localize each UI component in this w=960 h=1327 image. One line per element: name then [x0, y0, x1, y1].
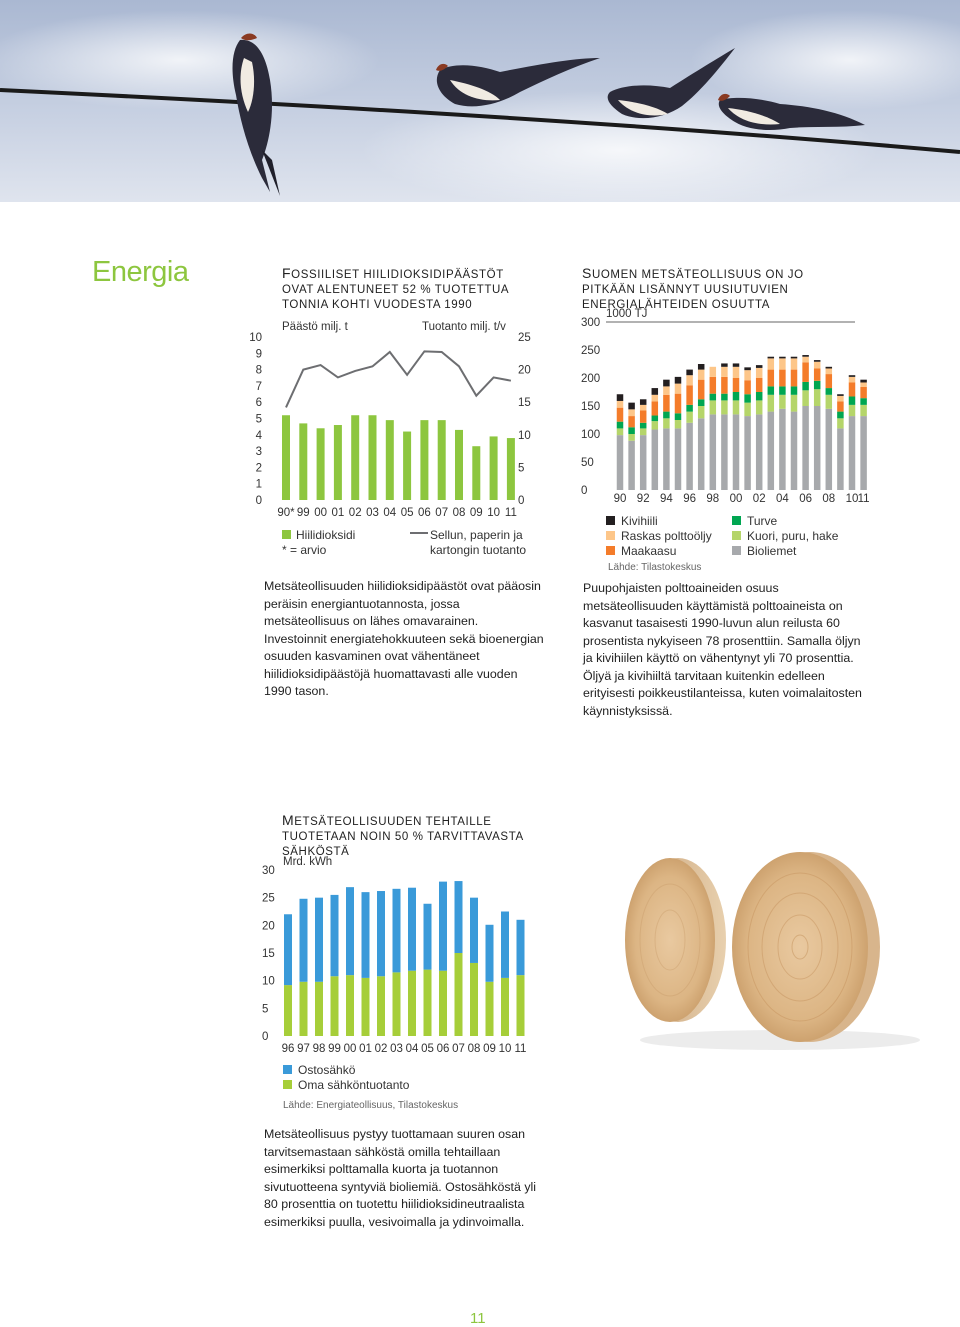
year-tick-label: 06: [436, 1043, 450, 1055]
stack-segment: [814, 362, 821, 369]
electricity-bar-segment: [346, 975, 354, 1036]
y-tick-label: 300: [581, 317, 601, 329]
legend-label: Kuori, puru, hake: [747, 529, 839, 543]
stack-segment: [617, 394, 624, 401]
legend-label: Kivihiili: [621, 514, 658, 528]
stack-segment: [675, 377, 682, 384]
chart2-unit-label: 1000 TJ: [606, 308, 648, 320]
right-tick-label: 20: [518, 364, 531, 377]
stack-segment: [791, 395, 798, 412]
year-tick-label: 98: [706, 493, 720, 505]
co2-bar: [282, 415, 290, 500]
stack-segment: [640, 428, 647, 435]
y-tick-label: 0: [581, 485, 588, 497]
stack-segment: [779, 357, 786, 359]
legend-label: Oma sähköntuotanto: [298, 1078, 410, 1092]
year-tick-label: 10: [845, 493, 859, 505]
year-tick-label: 90*: [277, 507, 295, 519]
electricity-bar-segment: [408, 971, 416, 1036]
stack-segment: [860, 380, 867, 383]
stack-segment: [617, 422, 624, 429]
y-tick-label: 250: [581, 345, 601, 357]
year-tick-label: 02: [348, 507, 362, 519]
year-tick-label: 11: [514, 1043, 527, 1055]
stack-segment: [779, 358, 786, 369]
electricity-bar-segment: [393, 972, 401, 1036]
year-tick-label: 97: [297, 1043, 310, 1055]
stack-segment: [698, 418, 705, 490]
stack-segment: [860, 382, 867, 386]
left-tick-label: 4: [255, 429, 262, 442]
legend-swatch: [606, 516, 615, 525]
electricity-bar-segment: [470, 898, 478, 963]
year-tick-label: 11: [857, 493, 870, 505]
year-tick-label: 03: [366, 507, 379, 519]
stack-segment: [617, 408, 624, 422]
electricity-bar-segment: [377, 891, 385, 976]
stack-segment: [721, 394, 728, 401]
stack-segment: [628, 403, 635, 410]
electricity-bar-segment: [300, 899, 308, 982]
year-tick-label: 99: [296, 507, 310, 519]
stack-segment: [652, 430, 659, 490]
year-tick-label: 08: [452, 507, 466, 519]
y-tick-label: 20: [262, 920, 275, 933]
electricity-bar-segment: [517, 920, 525, 975]
left-tick-label: 0: [255, 495, 262, 507]
stack-segment: [756, 392, 763, 400]
stack-segment: [756, 414, 763, 490]
year-tick-label: 05: [421, 1043, 434, 1055]
stack-segment: [675, 384, 682, 394]
right-tick-label: 0: [518, 495, 525, 507]
legend-label: Maakaasu: [621, 544, 677, 558]
y-tick-label: 25: [262, 892, 275, 905]
stack-segment: [768, 395, 775, 412]
stack-segment: [663, 395, 670, 412]
year-tick-label: 10: [498, 1043, 512, 1055]
chart3-body-text: Metsäteollisuus pystyy tuottamaan suuren osan tarvitsemastaan sähköstä omilla tehtaillaan esimerkiksi polttamalla kuorta ja tuotannon sivutuotteena syntyviä bioliemiä. Ostosähköstä yli 80 prosenttia on tuotettu hiilidioksidineutraalista esimerkiksi puulla, vesivoimalla ja ydinvoimalla.: [264, 1127, 537, 1229]
chart3-unit-label: Mrd. kWh: [283, 856, 333, 868]
co2-bar: [317, 428, 325, 500]
stack-segment: [698, 364, 705, 370]
stack-segment: [860, 387, 867, 398]
stack-segment: [849, 396, 856, 404]
stack-segment: [686, 412, 693, 423]
right-tick-label: 10: [518, 429, 531, 442]
stack-segment: [791, 357, 798, 359]
stack-segment: [628, 434, 635, 441]
stack-segment: [640, 423, 647, 429]
chart3-heading: METSÄTEOLLISUUDEN TEHTAILLE TUOTETAAN NOIN 50 % TARVITTAVASTA SÄHKÖSTÄ: [282, 812, 524, 858]
stack-segment: [640, 399, 647, 405]
stack-segment: [686, 423, 693, 490]
year-tick-label: 96: [683, 493, 696, 505]
stack-segment: [710, 367, 717, 377]
stack-segment: [768, 358, 775, 369]
electricity-bar-segment: [486, 925, 494, 982]
stack-segment: [826, 395, 833, 409]
stack-segment: [675, 428, 682, 490]
stack-segment: [663, 418, 670, 428]
electricity-bar-segment: [424, 970, 432, 1036]
co2-bar: [472, 446, 480, 500]
electricity-bar-segment: [517, 975, 525, 1036]
stack-segment: [663, 428, 670, 490]
legend-swatch: [732, 516, 741, 525]
stack-segment: [779, 386, 786, 394]
stack-segment: [628, 416, 635, 427]
legend-swatch-co2: [282, 530, 291, 539]
y-tick-label: 50: [581, 457, 594, 469]
year-tick-label: 00: [343, 1043, 357, 1055]
electricity-bar-segment: [501, 912, 509, 978]
stack-segment: [849, 382, 856, 396]
y-tick-label: 100: [581, 429, 601, 441]
stack-segment: [768, 357, 775, 359]
stack-segment: [849, 416, 856, 490]
wooden-discs-photo: [600, 835, 960, 1050]
year-tick-label: 08: [822, 493, 836, 505]
year-tick-label: 10: [487, 507, 500, 519]
legend-swatch: [283, 1080, 292, 1089]
stack-segment: [849, 405, 856, 416]
stack-segment: [814, 381, 821, 389]
stack-segment: [744, 370, 751, 380]
stack-segment: [744, 380, 751, 394]
year-tick-label: 02: [752, 493, 766, 505]
co2-bar: [490, 436, 498, 500]
year-tick-label: 02: [374, 1043, 388, 1055]
right-tick-label: 25: [518, 332, 531, 344]
electricity-bar-segment: [377, 976, 385, 1036]
stack-segment: [779, 395, 786, 409]
legend-label: Bioliemet: [747, 544, 797, 558]
left-tick-label: 6: [255, 397, 262, 410]
co2-bar: [386, 420, 394, 500]
stack-segment: [710, 414, 717, 490]
electricity-chart: [250, 850, 550, 1115]
stack-segment: [826, 367, 833, 369]
left-tick-label: 9: [255, 348, 262, 361]
stack-segment: [756, 365, 763, 368]
stack-segment: [814, 360, 821, 362]
stack-segment: [860, 405, 867, 416]
electricity-bar-segment: [331, 976, 339, 1036]
year-tick-label: 99: [328, 1043, 341, 1055]
stack-segment: [733, 414, 740, 490]
stack-segment: [860, 398, 867, 405]
electricity-bar-segment: [300, 982, 308, 1036]
year-tick-label: 01: [359, 1043, 372, 1055]
stack-segment: [698, 370, 705, 380]
y-tick-label: 30: [262, 865, 275, 877]
stack-segment: [640, 405, 647, 411]
year-tick-label: 09: [469, 507, 483, 519]
stack-segment: [628, 409, 635, 416]
left-tick-label: 8: [255, 364, 262, 377]
stack-segment: [768, 412, 775, 490]
year-tick-label: 07: [452, 1043, 465, 1055]
wood-disc-front: [732, 852, 880, 1042]
y-tick-label: 150: [581, 401, 601, 413]
stack-segment: [744, 416, 751, 490]
stack-segment: [837, 418, 844, 428]
stack-segment: [826, 388, 833, 395]
stack-segment: [802, 355, 809, 357]
stack-segment: [756, 378, 763, 392]
stack-segment: [791, 358, 798, 369]
co2-emissions-chart: [250, 315, 540, 565]
year-tick-label: 92: [636, 493, 650, 505]
co2-bar: [507, 438, 515, 500]
co2-bar: [420, 420, 428, 500]
stack-segment: [652, 388, 659, 395]
stack-segment: [640, 410, 647, 422]
legend-label-co2: Hiilidioksidi: [296, 528, 356, 542]
chart1-body-text: Metsäteollisuuden hiilidioksidipäästöt ovat pääosin peräisin energiantuotannosta, jossa metsäteollisuus on lähes omavarainen. Investoinnit energiatehokkuuteen sekä bioenergian osuuden kasvaminen ovat vähentäneet hiilidioksidipäästöjä huomattavasti alle vuoden 1990 tason.: [264, 579, 544, 698]
stack-segment: [791, 412, 798, 490]
year-tick-label: 04: [776, 493, 789, 505]
legend-label: Ostosähkö: [298, 1063, 356, 1077]
energy-sources-chart: [578, 302, 868, 572]
y-tick-label: 5: [262, 1003, 269, 1016]
electricity-bar-segment: [284, 914, 292, 985]
stack-segment: [675, 420, 682, 428]
year-tick-label: 11: [504, 507, 517, 519]
stack-segment: [652, 402, 659, 416]
stack-segment: [768, 386, 775, 394]
legend-swatch: [606, 546, 615, 555]
year-tick-label: 00: [314, 507, 327, 519]
stack-segment: [686, 370, 693, 376]
stack-segment: [826, 409, 833, 490]
stack-segment: [663, 412, 670, 419]
stack-segment: [698, 399, 705, 406]
stack-segment: [768, 370, 775, 387]
electricity-bar-segment: [470, 963, 478, 1036]
year-tick-label: 08: [467, 1043, 481, 1055]
co2-bar: [369, 415, 377, 500]
legend-label: Turve: [747, 514, 778, 528]
co2-bar: [455, 430, 463, 500]
electricity-bar-segment: [284, 985, 292, 1036]
year-tick-label: 01: [331, 507, 345, 519]
legend-swatch: [283, 1065, 292, 1074]
chart1-heading: FOSSIILISET HIILIDIOKSIDIPÄÄSTÖT OVAT ALENTUNEET 52 % TUOTETTUA TONNIA KOHTI VUODESTA 1990: [282, 265, 509, 311]
year-tick-label: 98: [312, 1043, 326, 1055]
stack-segment: [802, 406, 809, 490]
stack-segment: [802, 357, 809, 363]
swallows-photo: [0, 0, 960, 202]
chart1-footnote: * = arvio: [282, 543, 327, 557]
stack-segment: [814, 368, 821, 380]
stack-segment: [744, 367, 751, 370]
left-tick-label: 5: [255, 413, 262, 426]
year-tick-label: 09: [483, 1043, 496, 1055]
co2-bar: [299, 423, 307, 500]
stack-segment: [721, 367, 728, 377]
stack-segment: [814, 406, 821, 490]
stack-segment: [837, 396, 844, 402]
stack-segment: [826, 374, 833, 388]
chart3-source: Lähde: Energiateollisuus, Tilastokeskus: [283, 1100, 459, 1111]
year-tick-label: 03: [390, 1043, 403, 1055]
stack-segment: [791, 386, 798, 394]
y-tick-label: 0: [262, 1031, 269, 1043]
stack-segment: [652, 416, 659, 422]
legend-swatch: [606, 531, 615, 540]
stack-segment: [733, 367, 740, 378]
stack-segment: [802, 362, 809, 382]
stack-segment: [628, 441, 635, 490]
stack-segment: [837, 402, 844, 412]
electricity-bar-segment: [455, 953, 463, 1036]
year-tick-label: 05: [400, 507, 414, 519]
legend-swatch: [732, 531, 741, 540]
stack-segment: [802, 382, 809, 390]
electricity-bar-segment: [439, 971, 447, 1036]
year-tick-label: 90: [613, 493, 627, 505]
stack-segment: [733, 400, 740, 414]
stack-segment: [663, 386, 670, 394]
year-tick-label: 94: [660, 493, 673, 505]
co2-bar: [403, 432, 411, 500]
chart1-right-axis-title: Tuotanto milj. t/v: [422, 321, 506, 333]
electricity-bar-segment: [362, 892, 370, 978]
stack-segment: [686, 385, 693, 405]
stack-segment: [617, 435, 624, 490]
stack-segment: [837, 394, 844, 396]
stack-segment: [814, 389, 821, 406]
stack-segment: [652, 395, 659, 402]
electricity-bar-segment: [346, 887, 354, 975]
stack-segment: [675, 413, 682, 420]
stack-segment: [756, 400, 763, 414]
stack-segment: [617, 401, 624, 408]
stack-segment: [675, 394, 682, 414]
electricity-bar-segment: [424, 904, 432, 970]
stack-segment: [698, 380, 705, 400]
stack-segment: [837, 428, 844, 490]
stack-segment: [744, 403, 751, 416]
stack-segment: [802, 390, 809, 406]
stack-segment: [710, 394, 717, 401]
stack-segment: [652, 421, 659, 429]
stack-segment: [710, 377, 717, 394]
stack-segment: [849, 377, 856, 383]
right-tick-label: 5: [518, 462, 525, 475]
left-tick-label: 1: [255, 478, 262, 491]
page-number: 11: [470, 1310, 486, 1327]
right-tick-label: 15: [518, 397, 531, 410]
legend-label-production: Sellun, paperin ja kartongin tuotanto: [430, 528, 527, 557]
legend-swatch: [732, 546, 741, 555]
stack-segment: [826, 368, 833, 374]
year-tick-label: 96: [281, 1043, 295, 1055]
stack-segment: [640, 435, 647, 490]
stack-segment: [663, 380, 670, 387]
wood-disc-back: [625, 858, 726, 1022]
co2-bar: [438, 420, 446, 500]
stack-segment: [744, 394, 751, 402]
legend-label: Raskas polttoöljy: [621, 529, 712, 543]
electricity-bar-segment: [315, 982, 323, 1036]
chart1-left-axis-title: Päästö milj. t: [282, 321, 348, 333]
y-tick-label: 10: [262, 975, 275, 988]
co2-bar: [334, 425, 342, 500]
chart2-body-text: Puupohjaisten polttoaineiden osuus metsäteollisuuden käyttämistä polttoaineista on kasvanut tasaisesti 1990-luvun alun reilusta 60 prosentista nykyiseen 78 prosenttiin. Samalla öljyn ja kivihiilen käyttö on vähentynyt yli 70 prosenttia. Öljyä ja kivihiiltä tarvitaan kuitenkin edelleen erityisesti poikkeustilanteissa, kuten voimalaitosten käynnistyksissä.: [583, 581, 862, 718]
stack-segment: [779, 370, 786, 387]
electricity-bar-segment: [455, 881, 463, 953]
stack-segment: [860, 416, 867, 490]
left-tick-label: 3: [255, 446, 262, 459]
stack-segment: [721, 400, 728, 414]
year-tick-label: 04: [405, 1043, 419, 1055]
stack-segment: [628, 427, 635, 434]
left-tick-label: 2: [255, 462, 262, 475]
electricity-bar-segment: [393, 889, 401, 973]
year-tick-label: 06: [418, 507, 431, 519]
electricity-bar-segment: [331, 895, 339, 976]
co2-bar: [351, 415, 359, 500]
stack-segment: [779, 409, 786, 490]
stack-segment: [733, 392, 740, 400]
section-title: Energia: [92, 256, 189, 288]
electricity-bar-segment: [362, 978, 370, 1036]
left-tick-label: 7: [255, 380, 262, 393]
year-tick-label: 06: [799, 493, 812, 505]
stack-segment: [837, 412, 844, 419]
stack-segment: [686, 375, 693, 385]
stack-segment: [791, 370, 798, 387]
left-tick-label: 10: [249, 332, 262, 344]
chart2-heading: SUOMEN METSÄTEOLLISUUS ON JO PITKÄÄN LISÄNNYT UUSIUTUVIEN ENERGIALÄHTEIDEN OSUUTTA: [582, 265, 804, 311]
electricity-bar-segment: [439, 882, 447, 971]
electricity-bar-segment: [501, 978, 509, 1036]
stack-segment: [617, 428, 624, 435]
stack-segment: [686, 405, 693, 412]
chart2-source: Lähde: Tilastokeskus: [608, 562, 702, 573]
electricity-bar-segment: [408, 888, 416, 971]
stack-segment: [721, 377, 728, 394]
electricity-bar-segment: [486, 982, 494, 1036]
year-tick-label: 04: [383, 507, 397, 519]
stack-segment: [756, 368, 763, 378]
production-line: [286, 351, 511, 407]
stack-segment: [721, 363, 728, 366]
electricity-bar-segment: [315, 898, 323, 982]
stack-segment: [721, 414, 728, 490]
y-tick-label: 15: [262, 948, 275, 960]
stack-segment: [710, 400, 717, 414]
stack-segment: [733, 363, 740, 366]
y-tick-label: 200: [581, 373, 601, 385]
year-tick-label: 00: [729, 493, 743, 505]
year-tick-label: 07: [435, 507, 449, 519]
stack-segment: [698, 406, 705, 418]
stack-segment: [733, 378, 740, 392]
stack-segment: [849, 375, 856, 377]
